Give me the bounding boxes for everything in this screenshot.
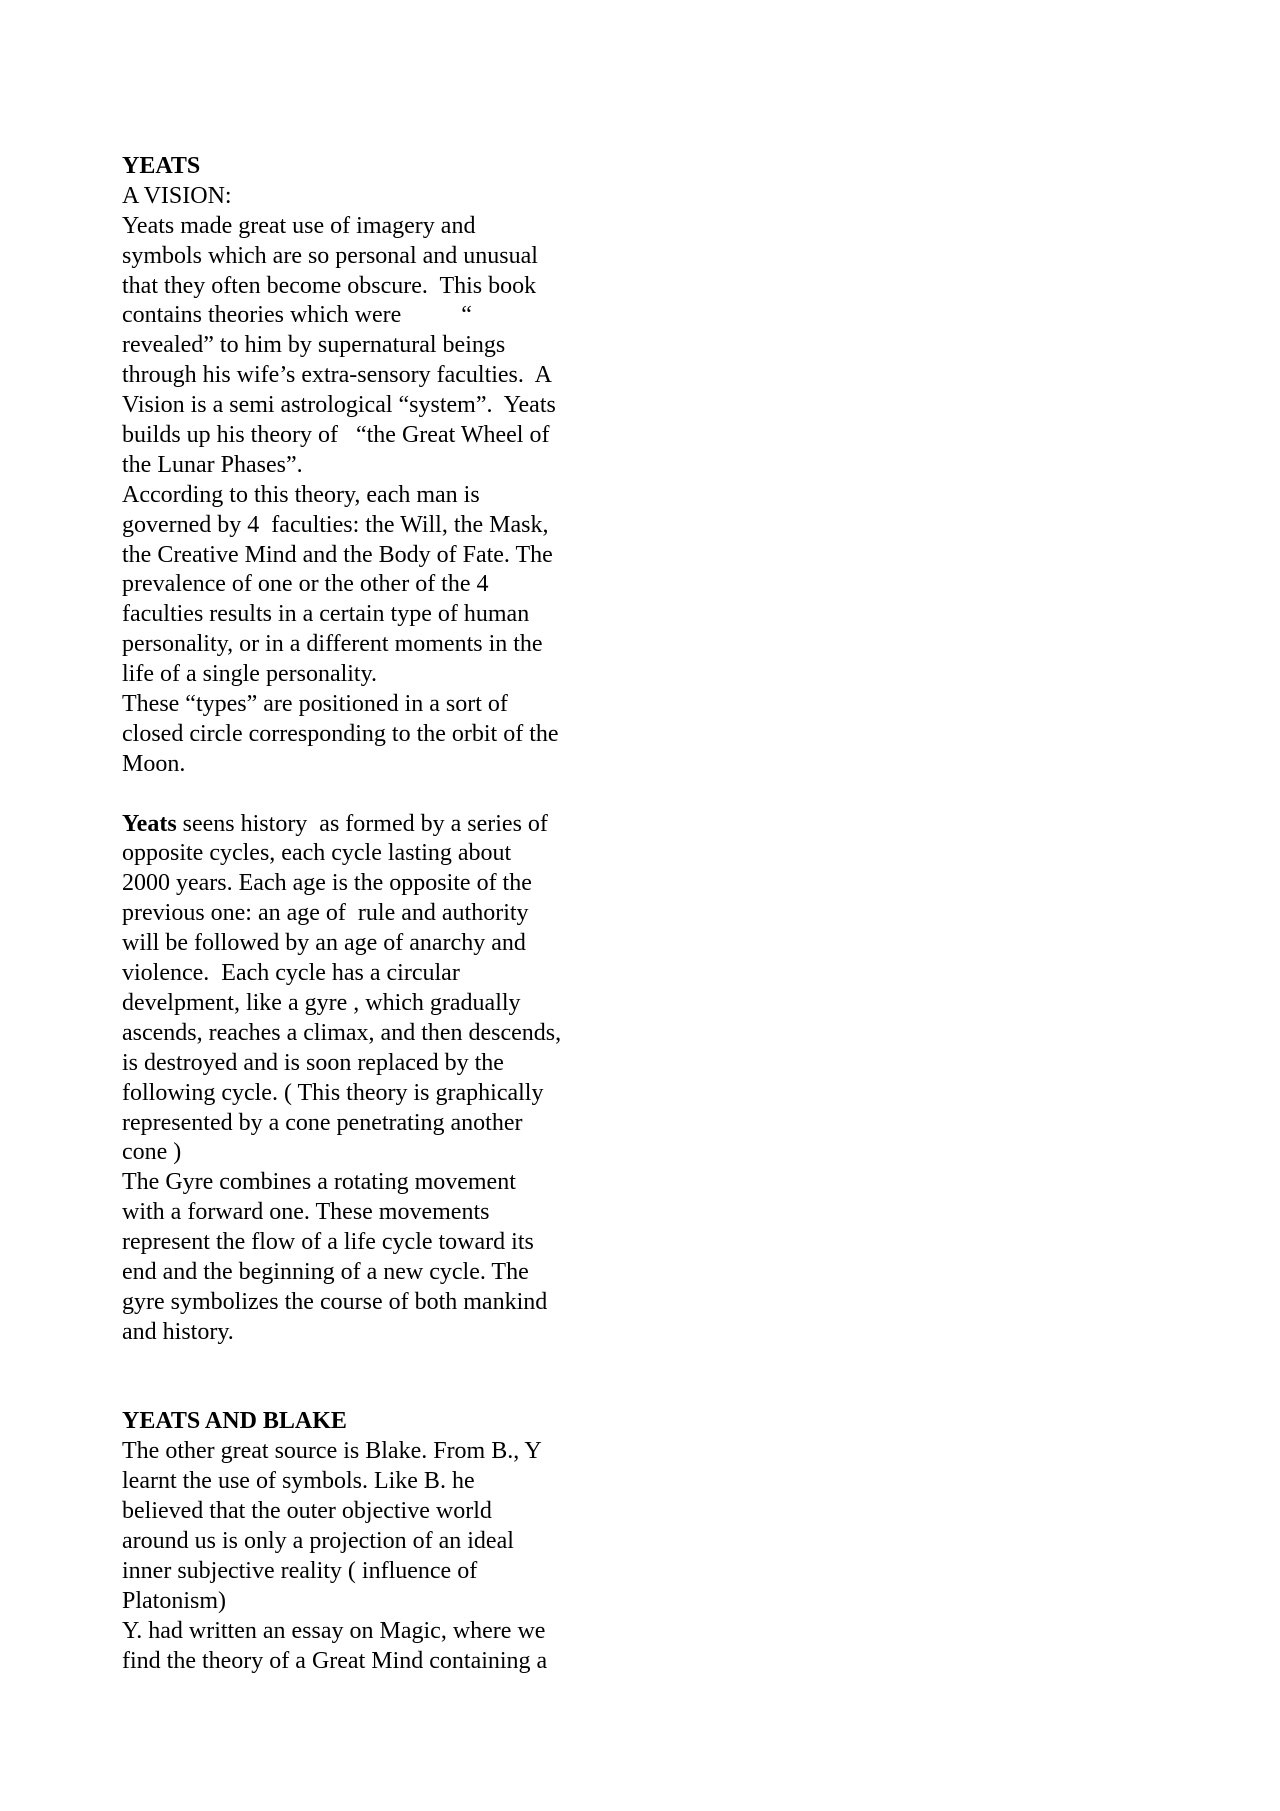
text-line: represented by a cone penetrating another bbox=[122, 1109, 523, 1136]
text-line: Moon. bbox=[122, 750, 186, 777]
text-line: gyre symbolizes the course of both mankind bbox=[122, 1288, 548, 1315]
text-line: The Gyre combines a rotating movement bbox=[122, 1169, 516, 1196]
blank-line bbox=[122, 1378, 622, 1408]
text-line: around us is only a projection of an ideal bbox=[122, 1527, 514, 1554]
text-line: and history. bbox=[122, 1318, 234, 1345]
text-line: 2000 years. Each age is the opposite of the bbox=[122, 870, 532, 897]
text-line: with a forward one. These movements bbox=[122, 1199, 490, 1226]
text-line: end and the beginning of a new cycle. The bbox=[122, 1258, 529, 1285]
text-line: previous one: an age of rule and authority bbox=[122, 900, 529, 927]
section-heading-yeats-and-blake: YEATS AND BLAKE bbox=[122, 1408, 347, 1435]
text-line: will be followed by an age of anarchy and bbox=[122, 930, 526, 957]
text-line: Y. had written an essay on Magic, where we bbox=[122, 1617, 546, 1644]
text-line: that they often become obscure. This book bbox=[122, 272, 537, 299]
text-line: cone ) bbox=[122, 1139, 182, 1166]
paragraph-a-vision bbox=[122, 212, 622, 780]
bold-word-yeats: Yeats bbox=[122, 810, 177, 837]
text-line: find the theory of a Great Mind containing a bbox=[122, 1647, 548, 1674]
text-line-rest: seens history as formed by a series of bbox=[176, 810, 548, 837]
text-line: represent the flow of a life cycle toward its bbox=[122, 1229, 534, 1256]
text-line: believed that the outer objective world bbox=[122, 1498, 492, 1525]
text-line: develpment, like a gyre , which gradually bbox=[122, 989, 521, 1016]
text-line: the Creative Mind and the Body of Fate. The bbox=[122, 541, 553, 568]
text-line: learnt the use of symbols. Like B. he bbox=[122, 1468, 475, 1495]
text-line: According to this theory, each man is bbox=[122, 481, 480, 508]
text-line: closed circle corresponding to the orbit of the bbox=[122, 720, 559, 747]
text-line: Yeats made great use of imagery and bbox=[122, 212, 476, 239]
text-line: is destroyed and is soon replaced by the bbox=[122, 1049, 504, 1076]
blank-line bbox=[122, 780, 622, 810]
text-line: following cycle. ( This theory is graphically bbox=[122, 1079, 544, 1106]
text-line: through his wife’s extra-sensory faculties. A bbox=[122, 362, 552, 389]
paragraph-yeats-and-blake bbox=[122, 1437, 622, 1676]
text-line: revealed” to him by supernatural beings bbox=[122, 332, 506, 359]
text-line: The other great source is Blake. From B., Y bbox=[122, 1438, 542, 1465]
text-line: opposite cycles, each cycle lasting about bbox=[122, 840, 512, 867]
section-subheading-a-vision: A VISION: bbox=[122, 182, 232, 209]
blank-line bbox=[122, 1348, 622, 1378]
text-line: personality, or in a different moments in the bbox=[122, 631, 543, 658]
text-line: symbols which are so personal and unusual bbox=[122, 242, 538, 269]
text-line: life of a single personality. bbox=[122, 661, 378, 688]
text-line: the Lunar Phases”. bbox=[122, 451, 303, 478]
section-heading-yeats: YEATS bbox=[122, 153, 201, 179]
text-line: inner subjective reality ( influence of bbox=[122, 1557, 478, 1584]
paragraph-history-cycles bbox=[122, 810, 622, 1348]
document-page bbox=[122, 152, 622, 1676]
text-line: Platonism) bbox=[122, 1587, 227, 1614]
text-line: These “types” are positioned in a sort of bbox=[122, 691, 508, 718]
text-line: contains theories which were “ bbox=[122, 302, 472, 329]
text-line: violence. Each cycle has a circular bbox=[122, 960, 460, 987]
text-line: faculties results in a certain type of human bbox=[122, 601, 530, 628]
text-line-first bbox=[122, 810, 622, 840]
text-line: Vision is a semi astrological “system”. Yeats bbox=[122, 392, 556, 419]
text-line: builds up his theory of “the Great Wheel of bbox=[122, 422, 550, 449]
text-line: governed by 4 faculties: the Will, the Mask, bbox=[122, 511, 549, 538]
text-line: ascends, reaches a climax, and then descends, bbox=[122, 1019, 562, 1046]
text-line: prevalence of one or the other of the 4 bbox=[122, 571, 489, 598]
